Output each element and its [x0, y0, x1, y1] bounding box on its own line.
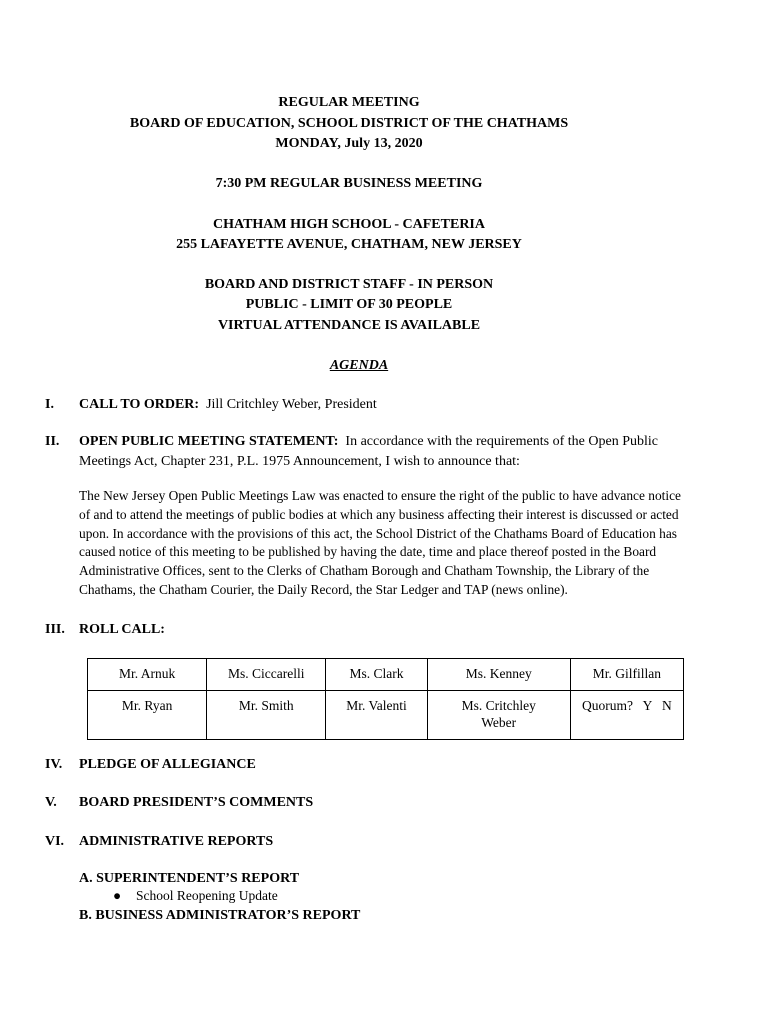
roll-call-title: ROLL CALL: [79, 622, 165, 637]
list-item [113, 887, 278, 905]
table-cell: Ms. Clark [326, 659, 427, 691]
agenda-heading [10, 356, 708, 375]
call-to-order-title: CALL TO ORDER: [79, 397, 200, 412]
open-meeting-text: In accordance with the requirements of the Open Public [345, 434, 658, 449]
item-number: V. [45, 795, 57, 810]
table-cell: Mr. Valenti [326, 691, 427, 740]
pledge-title: PLEDGE OF ALLEGIANCE [79, 757, 256, 772]
open-meeting-paragraph: The New Jersey Open Public Meetings Law was enacted to ensure the right of the public to have advance notice of and to attend the meetings of public bodies at which any business affecting their interest is discussed or acted upon. In accordance with the provisions of this act, the School District of the Chathams Board of Education has caused notice of this meeting to be published by having the date, time and place thereof posted in the Board Administrative Offices, sent to the Clerks of Chatham Borough and Chatham Township, the Library of the Chathams, the Chatham Courier, the Daily Record, the Star Ledger and TAP (news online). [79, 488, 682, 597]
item-number: IV. [45, 757, 63, 772]
agenda-title: AGENDA [329, 358, 389, 373]
table-cell: Quorum? Y N [570, 691, 683, 740]
roll-call-table [87, 658, 684, 740]
table-row [88, 691, 684, 740]
superintendent-report: A. SUPERINTENDENT’S REPORT [79, 871, 300, 886]
attendance-public: PUBLIC - LIMIT OF 30 PEOPLE [245, 297, 453, 312]
open-meeting-text-2: Meetings Act, Chapter 231, P.L. 1975 Announcement, I wish to announce that: [79, 454, 520, 469]
bullet-text: School Reopening Update [136, 888, 278, 903]
item-number: III. [45, 622, 65, 637]
item-number: VI. [45, 834, 65, 849]
board-name: BOARD OF EDUCATION, SCHOOL DISTRICT OF THE CHATHAMS [129, 116, 569, 131]
location-address: 255 LAFAYETTE AVENUE, CHATHAM, NEW JERSEY [176, 237, 522, 252]
president-comments-title: BOARD PRESIDENT’S COMMENTS [79, 795, 314, 810]
open-meeting-title: OPEN PUBLIC MEETING STATEMENT: [79, 434, 339, 449]
table-cell: Ms. Critchley Weber [427, 691, 570, 740]
table-cell: Ms. Kenney [427, 659, 570, 691]
meeting-date: MONDAY, July 13, 2020 [275, 136, 423, 151]
table-cell: Ms. Ciccarelli [207, 659, 326, 691]
item-number: I. [45, 397, 54, 412]
attendance-staff: BOARD AND DISTRICT STAFF - IN PERSON [204, 277, 494, 292]
bullet-icon: ● [113, 888, 122, 903]
table-cell: Mr. Arnuk [88, 659, 207, 691]
call-to-order-text: Jill Critchley Weber, President [206, 397, 377, 412]
meeting-type: REGULAR MEETING [278, 95, 420, 110]
business-admin-report: B. BUSINESS ADMINISTRATOR’S REPORT [79, 908, 361, 923]
call-to-order [79, 395, 377, 414]
table-cell: Mr. Smith [207, 691, 326, 740]
location-name: CHATHAM HIGH SCHOOL - CAFETERIA [213, 217, 485, 232]
open-meeting-statement [79, 432, 658, 451]
admin-reports-title: ADMINISTRATIVE REPORTS [79, 834, 274, 849]
table-cell: Mr. Gilfillan [570, 659, 683, 691]
table-row [88, 659, 684, 691]
meeting-time: 7:30 PM REGULAR BUSINESS MEETING [215, 176, 483, 191]
table-cell: Mr. Ryan [88, 691, 207, 740]
attendance-virtual: VIRTUAL ATTENDANCE IS AVAILABLE [217, 318, 481, 333]
item-number: II. [45, 434, 60, 449]
